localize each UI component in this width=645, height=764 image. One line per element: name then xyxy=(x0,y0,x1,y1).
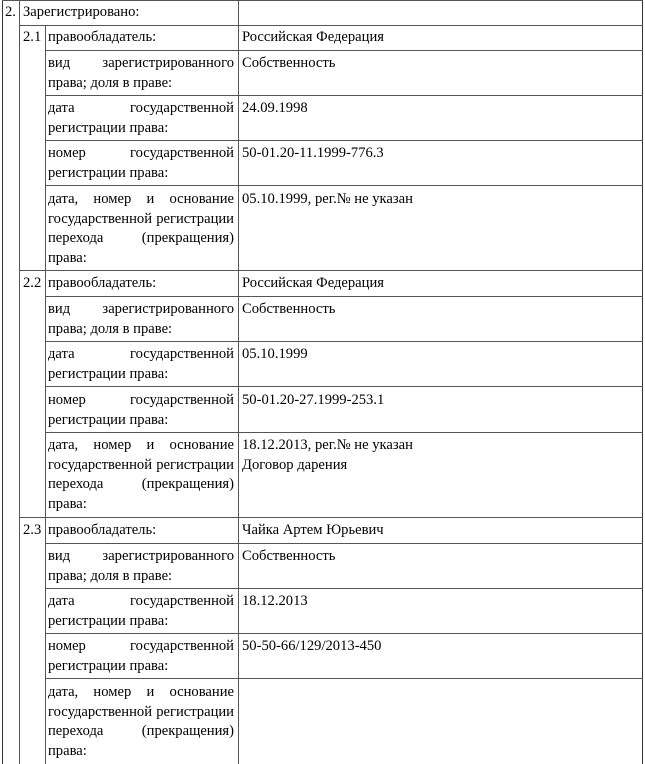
holder-label: правообладатель: xyxy=(48,275,157,291)
col-divider-entry xyxy=(45,26,46,764)
right-kind-label: вид зарегистрированного права; доля в праве: xyxy=(48,548,234,584)
row-divider xyxy=(45,678,643,679)
row-divider xyxy=(45,296,643,297)
row-divider xyxy=(2,0,643,1)
holder-value: Чайка Артем Юрьевич xyxy=(242,522,384,538)
col-divider-section xyxy=(19,0,20,764)
row-divider xyxy=(45,140,643,141)
row-divider xyxy=(19,517,643,518)
holder-value: Российская Федерация xyxy=(242,29,384,45)
entry-number: 2.1 xyxy=(23,29,42,45)
reg-number-label: номер государственной регистрации права: xyxy=(48,145,234,181)
holder-label: правообладатель: xyxy=(48,29,157,45)
row-divider xyxy=(45,341,643,342)
reg-number-label: номер государственной регистрации права: xyxy=(48,392,234,428)
reg-number-value: 50-01.20-11.1999-776.3 xyxy=(242,145,384,161)
reg-date-value: 05.10.1999 xyxy=(242,346,308,362)
right-kind-value: Собственность xyxy=(242,548,336,564)
section-title: Зарегистрировано: xyxy=(23,4,140,20)
reg-date-label: дата государственной регистрации права: xyxy=(48,346,234,382)
row-divider xyxy=(45,185,643,186)
entry-number: 2.3 xyxy=(23,522,42,538)
reg-number-value: 50-50-66/129/2013-450 xyxy=(242,638,382,654)
right-kind-label: вид зарегистрированного права; доля в праве: xyxy=(48,301,234,337)
right-kind-value: Собственность xyxy=(242,301,336,317)
transfer-basis: Договор дарения xyxy=(242,457,348,473)
reg-number-value: 50-01.20-27.1999-253.1 xyxy=(242,392,385,408)
reg-date-value: 18.12.2013 xyxy=(242,593,308,609)
row-divider xyxy=(45,633,643,634)
transfer-value: 05.10.1999, рег.№ не указан xyxy=(242,191,413,207)
row-divider xyxy=(45,50,643,51)
holder-label: правообладатель: xyxy=(48,522,157,538)
reg-date-label: дата государственной регистрации права: xyxy=(48,100,234,136)
row-divider xyxy=(45,543,643,544)
holder-value: Российская Федерация xyxy=(242,275,384,291)
reg-number-label: номер государственной регистрации права: xyxy=(48,638,234,674)
row-divider xyxy=(45,432,643,433)
row-divider xyxy=(45,95,643,96)
entry-number: 2.2 xyxy=(23,275,42,291)
row-divider xyxy=(19,25,643,26)
right-kind-label: вид зарегистрированного права; доля в праве: xyxy=(48,55,234,91)
right-kind-value: Собственность xyxy=(242,55,336,71)
row-divider xyxy=(19,270,643,271)
col-divider-value xyxy=(238,0,239,764)
row-divider xyxy=(45,386,643,387)
reg-date-value: 24.09.1998 xyxy=(242,100,308,116)
row-divider xyxy=(45,588,643,589)
transfer-label: дата, номер и основание государственной регистрации перехода (прекращения) права: xyxy=(48,684,234,759)
transfer-label: дата, номер и основание государственной регистрации перехода (прекращения) права: xyxy=(48,191,234,266)
reg-date-label: дата государственной регистрации права: xyxy=(48,593,234,629)
transfer-value: 18.12.2013, рег.№ не указан xyxy=(242,437,413,453)
transfer-label: дата, номер и основание государственной регистрации перехода (прекращения) права: xyxy=(48,437,234,512)
section-number: 2. xyxy=(5,4,16,20)
